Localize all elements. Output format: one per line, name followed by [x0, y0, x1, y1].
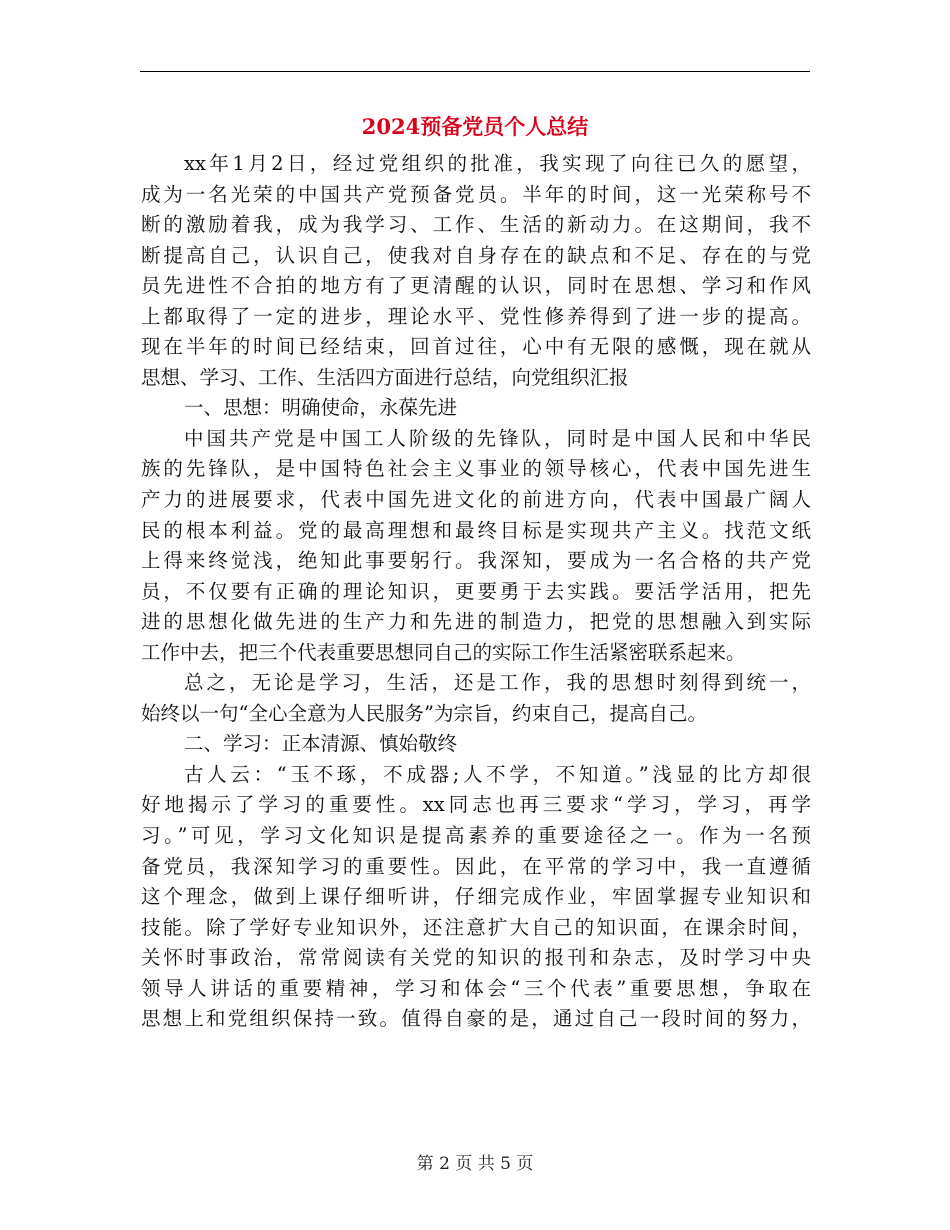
- body-line: 备党员，我深知学习的重要性。因此，在平常的学习中，我一直遵循: [141, 854, 811, 878]
- page-number-footer: 第 2 页 共 5 页: [416, 1154, 534, 1174]
- body-line: 工作中去，把三个代表重要思想同自己的实际工作生活紧密联系起来。: [141, 640, 746, 664]
- body-line: 民的根本利益。党的最高理想和最终目标是实现共产主义。找范文纸: [141, 518, 811, 542]
- body-line: 思想、学习、工作、生活四方面进行总结，向党组织汇报: [141, 365, 629, 389]
- body-line: 上都取得了一定的进步，理论水平、党性修养得到了进一步的提高。: [141, 304, 811, 328]
- body-line: 始终以一句“全心全意为人民服务”为宗旨，约束自己，提高自己。: [141, 701, 707, 725]
- body-line: 成为一名光荣的中国共产党预备党员。半年的时间，这一光荣称号不: [141, 182, 811, 206]
- body-line: 员先进性不合拍的地方有了更清醒的认识，同时在思想、学习和作风: [141, 274, 811, 298]
- body-line: 思想上和党组织保持一致。值得自豪的是，通过自己一段时间的努力，: [141, 1007, 811, 1031]
- body-line: 上得来终觉浅，绝知此事要躬行。我深知，要成为一名合格的共产党: [141, 549, 811, 573]
- header-rule: [140, 71, 810, 72]
- body-line: 这个理念，做到上课仔细听讲，仔细完成作业，牢固掌握专业知识和: [141, 885, 811, 909]
- document-body: [141, 149, 811, 1035]
- body-line: 进的思想化做先进的生产力和先进的制造力，把党的思想融入到实际: [141, 610, 811, 634]
- body-line: 好地揭示了学习的重要性。xx同志也再三要求“学习，学习，再学: [141, 793, 811, 817]
- body-line: 古人云：“玉不琢，不成器;人不学，不知道。”浅显的比方却很: [184, 762, 811, 786]
- body-line: 二、学习：正本清源、慎始敬终: [184, 732, 458, 756]
- body-line: 一、思想：明确使命，永葆先进: [184, 396, 458, 420]
- body-line: 产力的进展要求，代表中国先进文化的前进方向，代表中国最广阔人: [141, 488, 811, 512]
- body-line: 现在半年的时间已经结束，回首过往，心中有无限的感慨，现在就从: [141, 335, 811, 359]
- body-line: 员，不仅要有正确的理论知识，更要勇于去实践。要活学活用，把先: [141, 579, 811, 603]
- body-line: 族的先锋队，是中国特色社会主义事业的领导核心，代表中国先进生: [141, 457, 811, 481]
- body-line: 习。”可见，学习文化知识是提高素养的重要途径之一。作为一名预: [141, 824, 811, 848]
- body-line: 技能。除了学好专业知识外，还注意扩大自己的知识面，在课余时间，: [141, 915, 811, 939]
- body-line: 中国共产党是中国工人阶级的先锋队，同时是中国人民和中华民: [184, 426, 811, 450]
- body-line: 断的激励着我，成为我学习、工作、生活的新动力。在这期间，我不: [141, 213, 811, 237]
- document-title: 2024预备党员个人总结: [361, 114, 589, 139]
- body-line: 断提高自己，认识自己，使我对自身存在的缺点和不足、存在的与党: [141, 243, 811, 267]
- body-line: 总之，无论是学习，生活，还是工作，我的思想时刻得到统一，: [184, 671, 811, 695]
- body-line: 领导人讲话的重要精神，学习和体会“三个代表”重要思想，争取在: [141, 976, 811, 1000]
- body-line: 关怀时事政治，常常阅读有关党的知识的报刊和杂志，及时学习中央: [141, 946, 811, 970]
- body-line: xx年1月2日，经过党组织的批准，我实现了向往已久的愿望，: [184, 152, 811, 175]
